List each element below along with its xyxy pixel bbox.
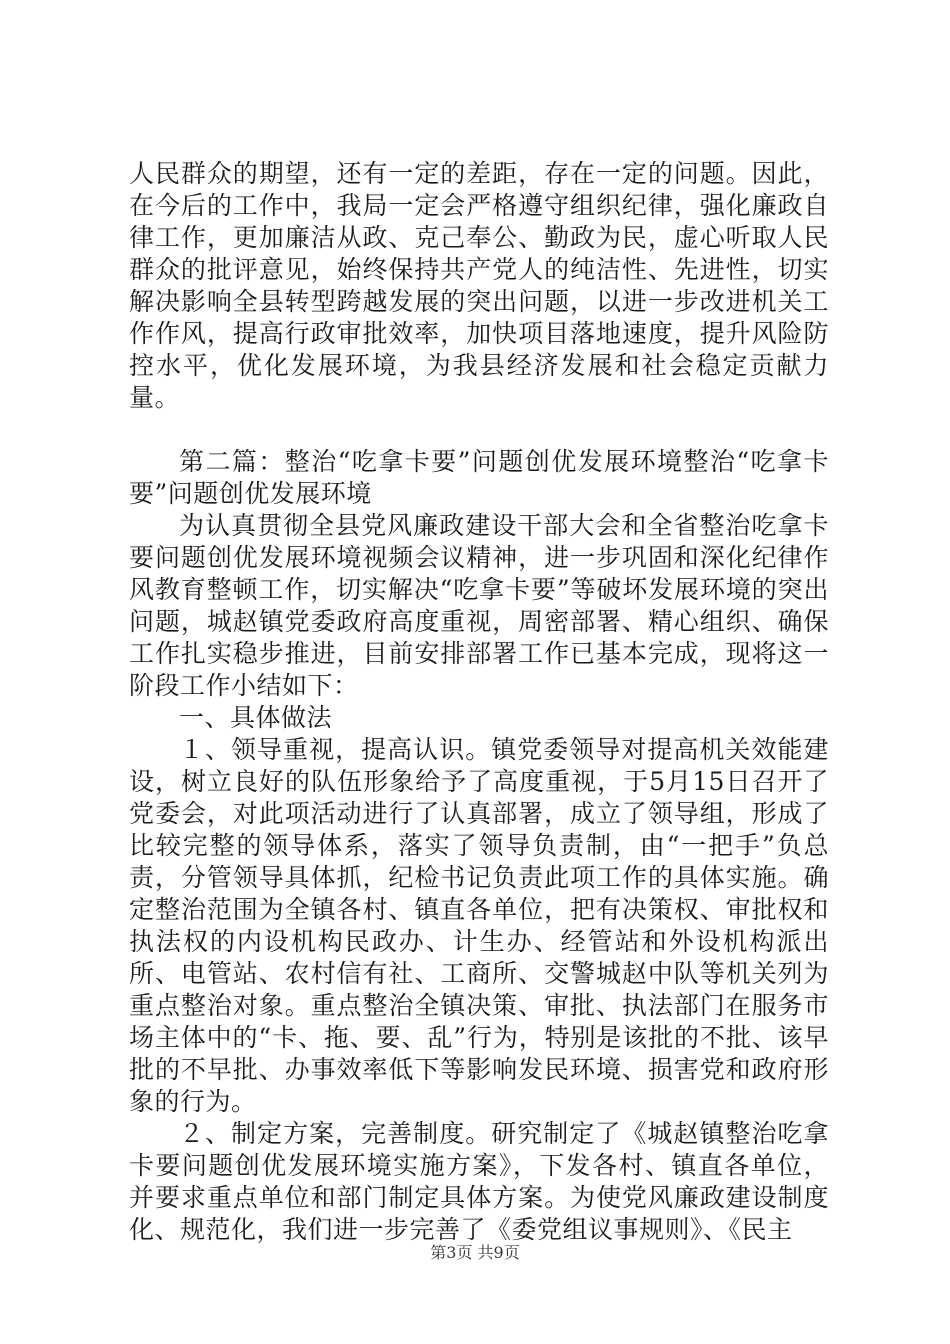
paragraph-continuation: 人民群众的期望，还有一定的差距，存在一定的问题。因此，在今后的工作中，我局一定会严格遵守组织纪律，强化廉政自律工作，更加廉洁从政、克己奉公、勤政为民，虚心听取人民群众的批评意见，始终保持共产党人的纯洁性、先进性，切实解决影响全县转型跨越发展的突出问题，以进一步改进机关工作作风，提高行政审批效率，加快项目落地速度，提升风险防控水平，优化发展环境，为我县经济发展和社会稳定贡献力量。 (129, 159, 829, 412)
subheading-practices: 一、具体做法 (179, 703, 333, 732)
document-body (129, 158, 829, 1246)
section-heading: 第二篇：整治“吃拿卡要”问题创优发展环境整治“吃拿卡要”问题创优发展环境 (129, 447, 829, 508)
page-number: 第3页 共9页 (430, 1243, 520, 1262)
paragraph-item-2: ２、制定方案，完善制度。研究制定了《城赵镇整治吃拿卡要问题创优发展环境实施方案》，下发各村、镇直各单位，并要求重点单位和部门制定具体方案。为使党风廉政建设制度化、规范化，我们进一步完善了《委党组议事规则》、《民主 (129, 1119, 829, 1244)
paragraph-intro: 为认真贯彻全县党风廉政建设干部大会和全省整治吃拿卡要问题创优发展环境视频会议精神，进一步巩固和深化纪律作风教育整顿工作，切实解决“吃拿卡要”等破坏发展环境的突出问题，城赵镇党委政府高度重视，周密部署、精心组织、确保工作扎实稳步推进，目前安排部署工作已基本完成，现将这一阶段工作小结如下： (129, 511, 829, 700)
paragraph-item-1: １、领导重视，提高认识。镇党委领导对提高机关效能建设，树立良好的队伍形象给予了高度重视，于5月15日召开了党委会，对此项活动进行了认真部署，成立了领导组，形成了比较完整的领导体系，落实了领导负责制，由“一把手”负总责，分管领导具体抓，纪检书记负责此项工作的具体实施。确定整治范围为全镇各村、镇直各单位，把有决策权、审批权和执法权的内设机构民政办、计生办、经管站和外设机构派出所、电管站、农村信有社、工商所、交警城赵中队等机关列为重点整治对象。重点整治全镇决策、审批、执法部门在服务市场主体中的“卡、拖、要、乱”行为，特别是该批的不批、该早批的不早批、办事效率低下等影响发民环境、损害党和政府形象的行为。 (129, 735, 829, 1116)
